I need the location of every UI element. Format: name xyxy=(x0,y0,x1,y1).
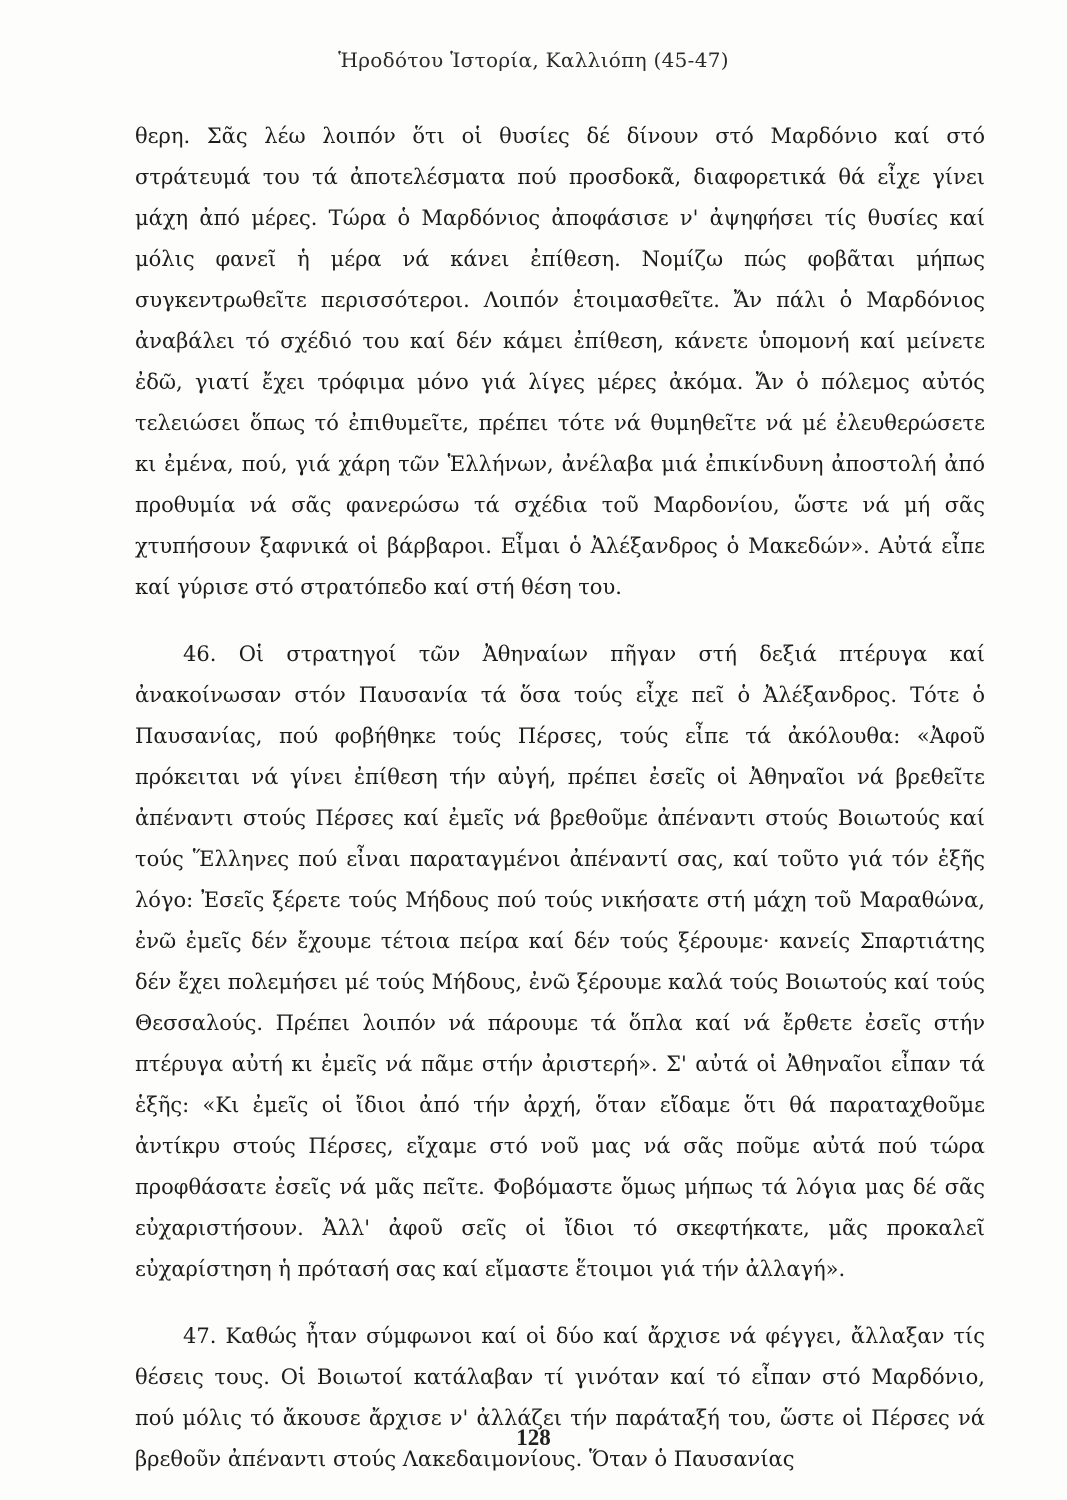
paragraph-section-46 xyxy=(135,634,985,1290)
section-number: 46. xyxy=(183,642,217,666)
running-title: Ἡροδότου Ἱστορία, Καλλιόπη (45-47) xyxy=(338,48,729,72)
section-text: Καθώς ἦταν σύμφωνοι καί οἱ δύο καί ἄρχισε νά φέγγει, ἄλλαξαν τίς θέσεις τους. Οἱ Βοιωτοί κατάλαβαν τί γινόταν καί τό εἶπαν στό Μαρδόνιο, πού μόλις τό ἄκουσε ἄρχισε ν' ἀλλάζει τήν παράταξή του, ὥστε οἱ Πέρσες νά βρεθοῦν ἀπέναντι στούς Λακεδαιμονίους. Ὅταν ὁ Παυσανίας xyxy=(135,1324,985,1471)
paragraph-section-47 xyxy=(135,1316,985,1480)
page-body xyxy=(135,116,985,1480)
page-number: 128 xyxy=(516,1425,551,1450)
paragraph-continuation-45: θερη. Σᾶς λέω λοιπόν ὅτι οἱ θυσίες δέ δίνουν στό Μαρδόνιο καί στό στράτευμά του τά ἀποτελέσματα πού προσδοκᾶ, διαφορετικά θά εἶχε γίνει μάχη ἀπό μέρες. Τώρα ὁ Μαρδόνιος ἀποφάσισε ν' ἀψηφήσει τίς θυσίες καί μόλις φανεῖ ἡ μέρα νά κάνει ἐπίθεση. Νομίζω πώς φοβᾶται μήπως συγκεντρωθεῖτε περισσότεροι. Λοιπόν ἑτοιμασθεῖτε. Ἄν πάλι ὁ Μαρδόνιος ἀναβάλει τό σχέδιό του καί δέν κάμει ἐπίθεση, κάνετε ὑπομονή καί μείνετε ἐδῶ, γιατί ἔχει τρόφιμα μόνο γιά λίγες μέρες ἀκόμα. Ἄν ὁ πόλεμος αὐτός τελειώσει ὅπως τό ἐπιθυμεῖτε, πρέπει τότε νά θυμηθεῖτε νά μέ ἐλευθερώσετε κι ἐμένα, πού, γιά χάρη τῶν Ἑλλήνων, ἀνέλαβα μιά ἐπικίνδυνη ἀποστολή ἀπό προθυμία νά σᾶς φανερώσω τά σχέδια τοῦ Μαρδονίου, ὥστε νά μή σᾶς χτυπήσουν ξαφνικά οἱ βάρβαροι. Εἶμαι ὁ Ἀλέξανδρος ὁ Μακεδών». Αὐτά εἶπε καί γύρισε στό στρατόπεδο καί στή θέση του. xyxy=(135,124,985,599)
section-number: 47. xyxy=(183,1324,217,1348)
section-text: Οἱ στρατηγοί τῶν Ἀθηναίων πῆγαν στή δεξιά πτέρυγα καί ἀνακοίνωσαν στόν Παυσανία τά ὅσα τούς εἶχε πεῖ ὁ Ἀλέξανδρος. Τότε ὁ Παυσανίας, πού φοβήθηκε τούς Πέρσες, τούς εἶπε τά ἀκόλουθα: «Ἀφοῦ πρόκειται νά γίνει ἐπίθεση τήν αὐγή, πρέπει ἐσεῖς οἱ Ἀθηναῖοι νά βρεθεῖτε ἀπέναντι στούς Πέρσες καί ἐμεῖς νά βρεθοῦμε ἀπέναντι στούς Βοιωτούς καί τούς Ἕλληνες πού εἶναι παραταγμένοι ἀπέναντί σας, καί τοῦτο γιά τόν ἑξῆς λόγο: Ἐσεῖς ξέρετε τούς Μήδους πού τούς νικήσατε στή μάχη τοῦ Μαραθώνα, ἐνῶ ἐμεῖς δέν ἔχουμε τέτοια πείρα καί δέν τούς ξέρουμε· κανείς Σπαρτιάτης δέν ἔχει πολεμήσει μέ τούς Μήδους, ἐνῶ ξέρουμε καλά τούς Βοιωτούς καί τούς Θεσσαλούς. Πρέπει λοιπόν νά πάρουμε τά ὅπλα καί νά ἔρθετε ἐσεῖς στήν πτέρυγα αὐτή κι ἐμεῖς νά πᾶμε στήν ἀριστερή». Σ' αὐτά οἱ Ἀθηναῖοι εἶπαν τά ἑξῆς: «Κι ἐμεῖς οἱ ἴδιοι ἀπό τήν ἀρχή, ὅταν εἴδαμε ὅτι θά παραταχθοῦμε ἀντίκρυ στούς Πέρσες, εἴχαμε στό νοῦ μας νά σᾶς ποῦμε αὐτά πού τώρα προφθάσατε ἐσεῖς νά μᾶς πεῖτε. Φοβόμαστε ὅμως μήπως τά λόγια μας δέ σᾶς εὐχαριστήσουν. Ἀλλ' ἀφοῦ σεῖς οἱ ἴδιοι τό σκεφτήκατε, μᾶς προκαλεῖ εὐχαρίστηση ἡ πρότασή σας καί εἴμαστε ἕτοιμοι γιά τήν ἀλλαγή». xyxy=(135,642,985,1281)
